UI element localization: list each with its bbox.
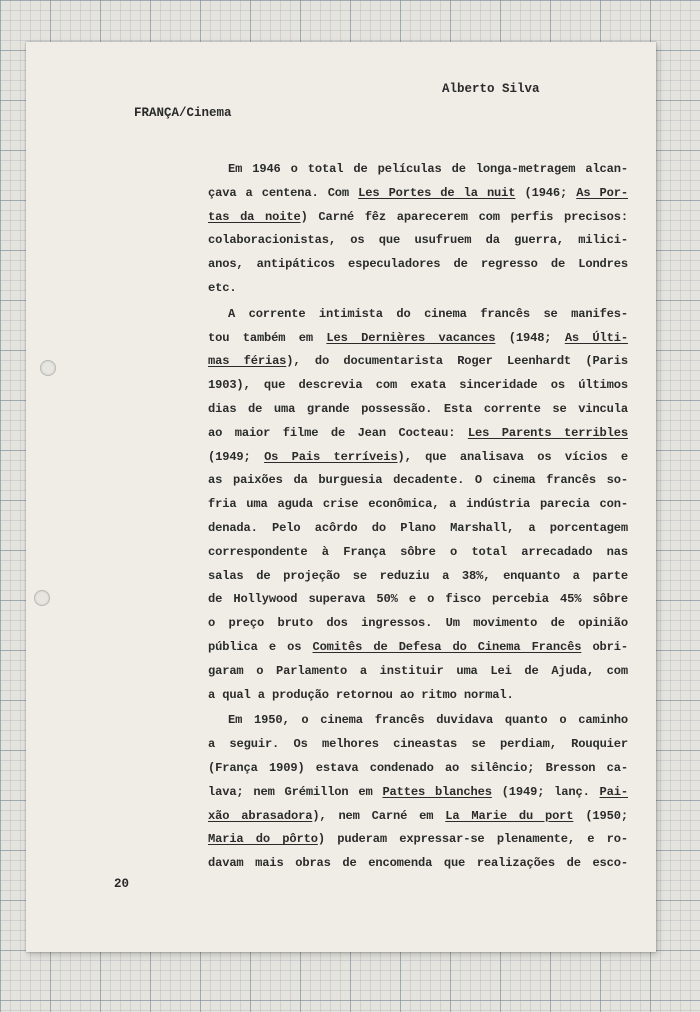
text-segment: salas de projeção se reduziu a 38%, enquanto a parte [208,568,628,583]
author-name: Alberto Silva [442,82,540,96]
text-segment: çava a centena. Com [208,185,359,200]
text-segment: denada. Pelo acôrdo do Plano Marshall, a porcentagem [208,520,628,535]
text-segment: ) puderam expressar-se plenamente, e ro- [317,832,628,847]
text-line [208,469,628,493]
text-segment: Em 1950, o cinema francês duvidava quanto o caminho [228,713,628,728]
underlined-title: Pattes blanches [382,784,492,799]
text-segment: obri- [581,639,628,654]
underlined-title: As Por- [576,185,628,200]
paragraph [208,303,628,708]
text-segment: ) Carné fêz aparecerem com perfis precisos: [300,209,628,224]
text-line [208,277,628,301]
text-segment: correspondente à França sôbre o total arrecadado nas [208,544,628,559]
text-segment: 1903), que descrevia com exata sinceridade os últimos [208,378,628,393]
text-line [208,253,628,277]
underlined-title: Les Parents terribles [467,425,628,440]
body-text [208,158,628,876]
text-line [208,493,628,517]
typewritten-page [26,42,656,952]
text-line [208,709,628,733]
text-line [208,422,628,446]
text-segment: colaboracionistas, os que usufruem da guerra, milici- [208,233,628,248]
underlined-title: xão abrasadora [208,808,313,823]
text-segment: dias de uma grande possessão. Esta corrente se vincula [208,401,628,416]
text-segment: (1949; lanç. [491,784,600,799]
text-line [208,828,628,852]
paragraph [208,158,628,301]
paragraph [208,709,628,876]
underlined-title: mas férias [208,354,287,369]
text-line [208,303,628,327]
text-line [208,206,628,230]
text-line [208,636,628,660]
text-segment: garam o Parlamento a instituir uma Lei de Ajuda, com [208,663,628,678]
underlined-title: La Marie du port [445,808,574,823]
underlined-title: Comitês de Defesa do Cinema Francês [312,639,582,654]
text-line [208,565,628,589]
section-heading: FRANÇA/Cinema [134,106,232,120]
text-segment: as paixões da burguesia decadente. O cinema francês so- [208,473,628,488]
text-line [208,446,628,470]
text-segment: tou também em [208,330,327,345]
text-line [208,327,628,351]
underlined-title: Pai- [599,784,628,799]
text-segment: a qual a produção retornou ao ritmo normal. [208,687,514,702]
text-line [208,660,628,684]
text-segment: a seguir. Os melhores cineastas se perdiam, Rouquier [208,737,628,752]
text-segment: (1948; [495,330,565,345]
underlined-title: As Últi- [564,330,628,345]
text-line [208,158,628,182]
text-line [208,517,628,541]
text-segment: etc. [208,280,237,295]
text-line [208,182,628,206]
text-segment: fria uma aguda crise econômica, a indústria parecia con- [208,497,628,512]
underlined-title: Maria do pôrto [208,832,318,847]
text-line [208,350,628,374]
page-number: 20 [114,877,130,891]
text-segment: pública e os [208,639,313,654]
text-segment: anos, antipáticos especuladores de regresso de Londres [208,257,628,272]
underlined-title: Les Dernières vacances [326,330,496,345]
text-segment: Em 1946 o total de películas de longa-metragem alcan- [228,162,628,176]
text-segment: ), nem Carné em [312,808,446,823]
text-line [208,733,628,757]
punch-hole-top [40,360,56,376]
text-segment: de Hollywood superava 50% e o fisco percebia 45% sôbre [208,592,628,607]
text-line [208,541,628,565]
text-line [208,374,628,398]
text-segment: o preço bruto dos ingressos. Um movimento de opinião [208,616,628,631]
text-segment: A corrente intimista do cinema francês se manifes- [228,306,628,321]
underlined-title: Les Portes de la nuit [358,185,516,200]
text-line [208,757,628,781]
text-segment: lava; nem Grémillon em [208,784,383,799]
text-segment: (1949; [208,449,265,464]
text-line [208,229,628,253]
underlined-title: tas da noite [208,209,301,224]
text-segment: ao maior filme de Jean Cocteau: [208,425,468,440]
text-segment: davam mais obras de encomenda que realizações de esco- [208,856,628,871]
underlined-title: Os Pais terríveis [264,449,398,464]
text-line [208,588,628,612]
text-segment: (1950; [573,808,628,823]
text-segment: (1946; [515,185,577,200]
text-line [208,805,628,829]
text-segment: ), que analisava os vícios e [397,449,629,464]
text-segment: ), do documentarista Roger Leenhardt (Paris [286,354,628,369]
text-line [208,684,628,708]
text-line [208,612,628,636]
text-segment: (França 1909) estava condenado ao silêncio; Bresson ca- [208,760,628,775]
text-line [208,781,628,805]
punch-hole-bottom [34,590,50,606]
text-line [208,852,628,876]
text-line [208,398,628,422]
